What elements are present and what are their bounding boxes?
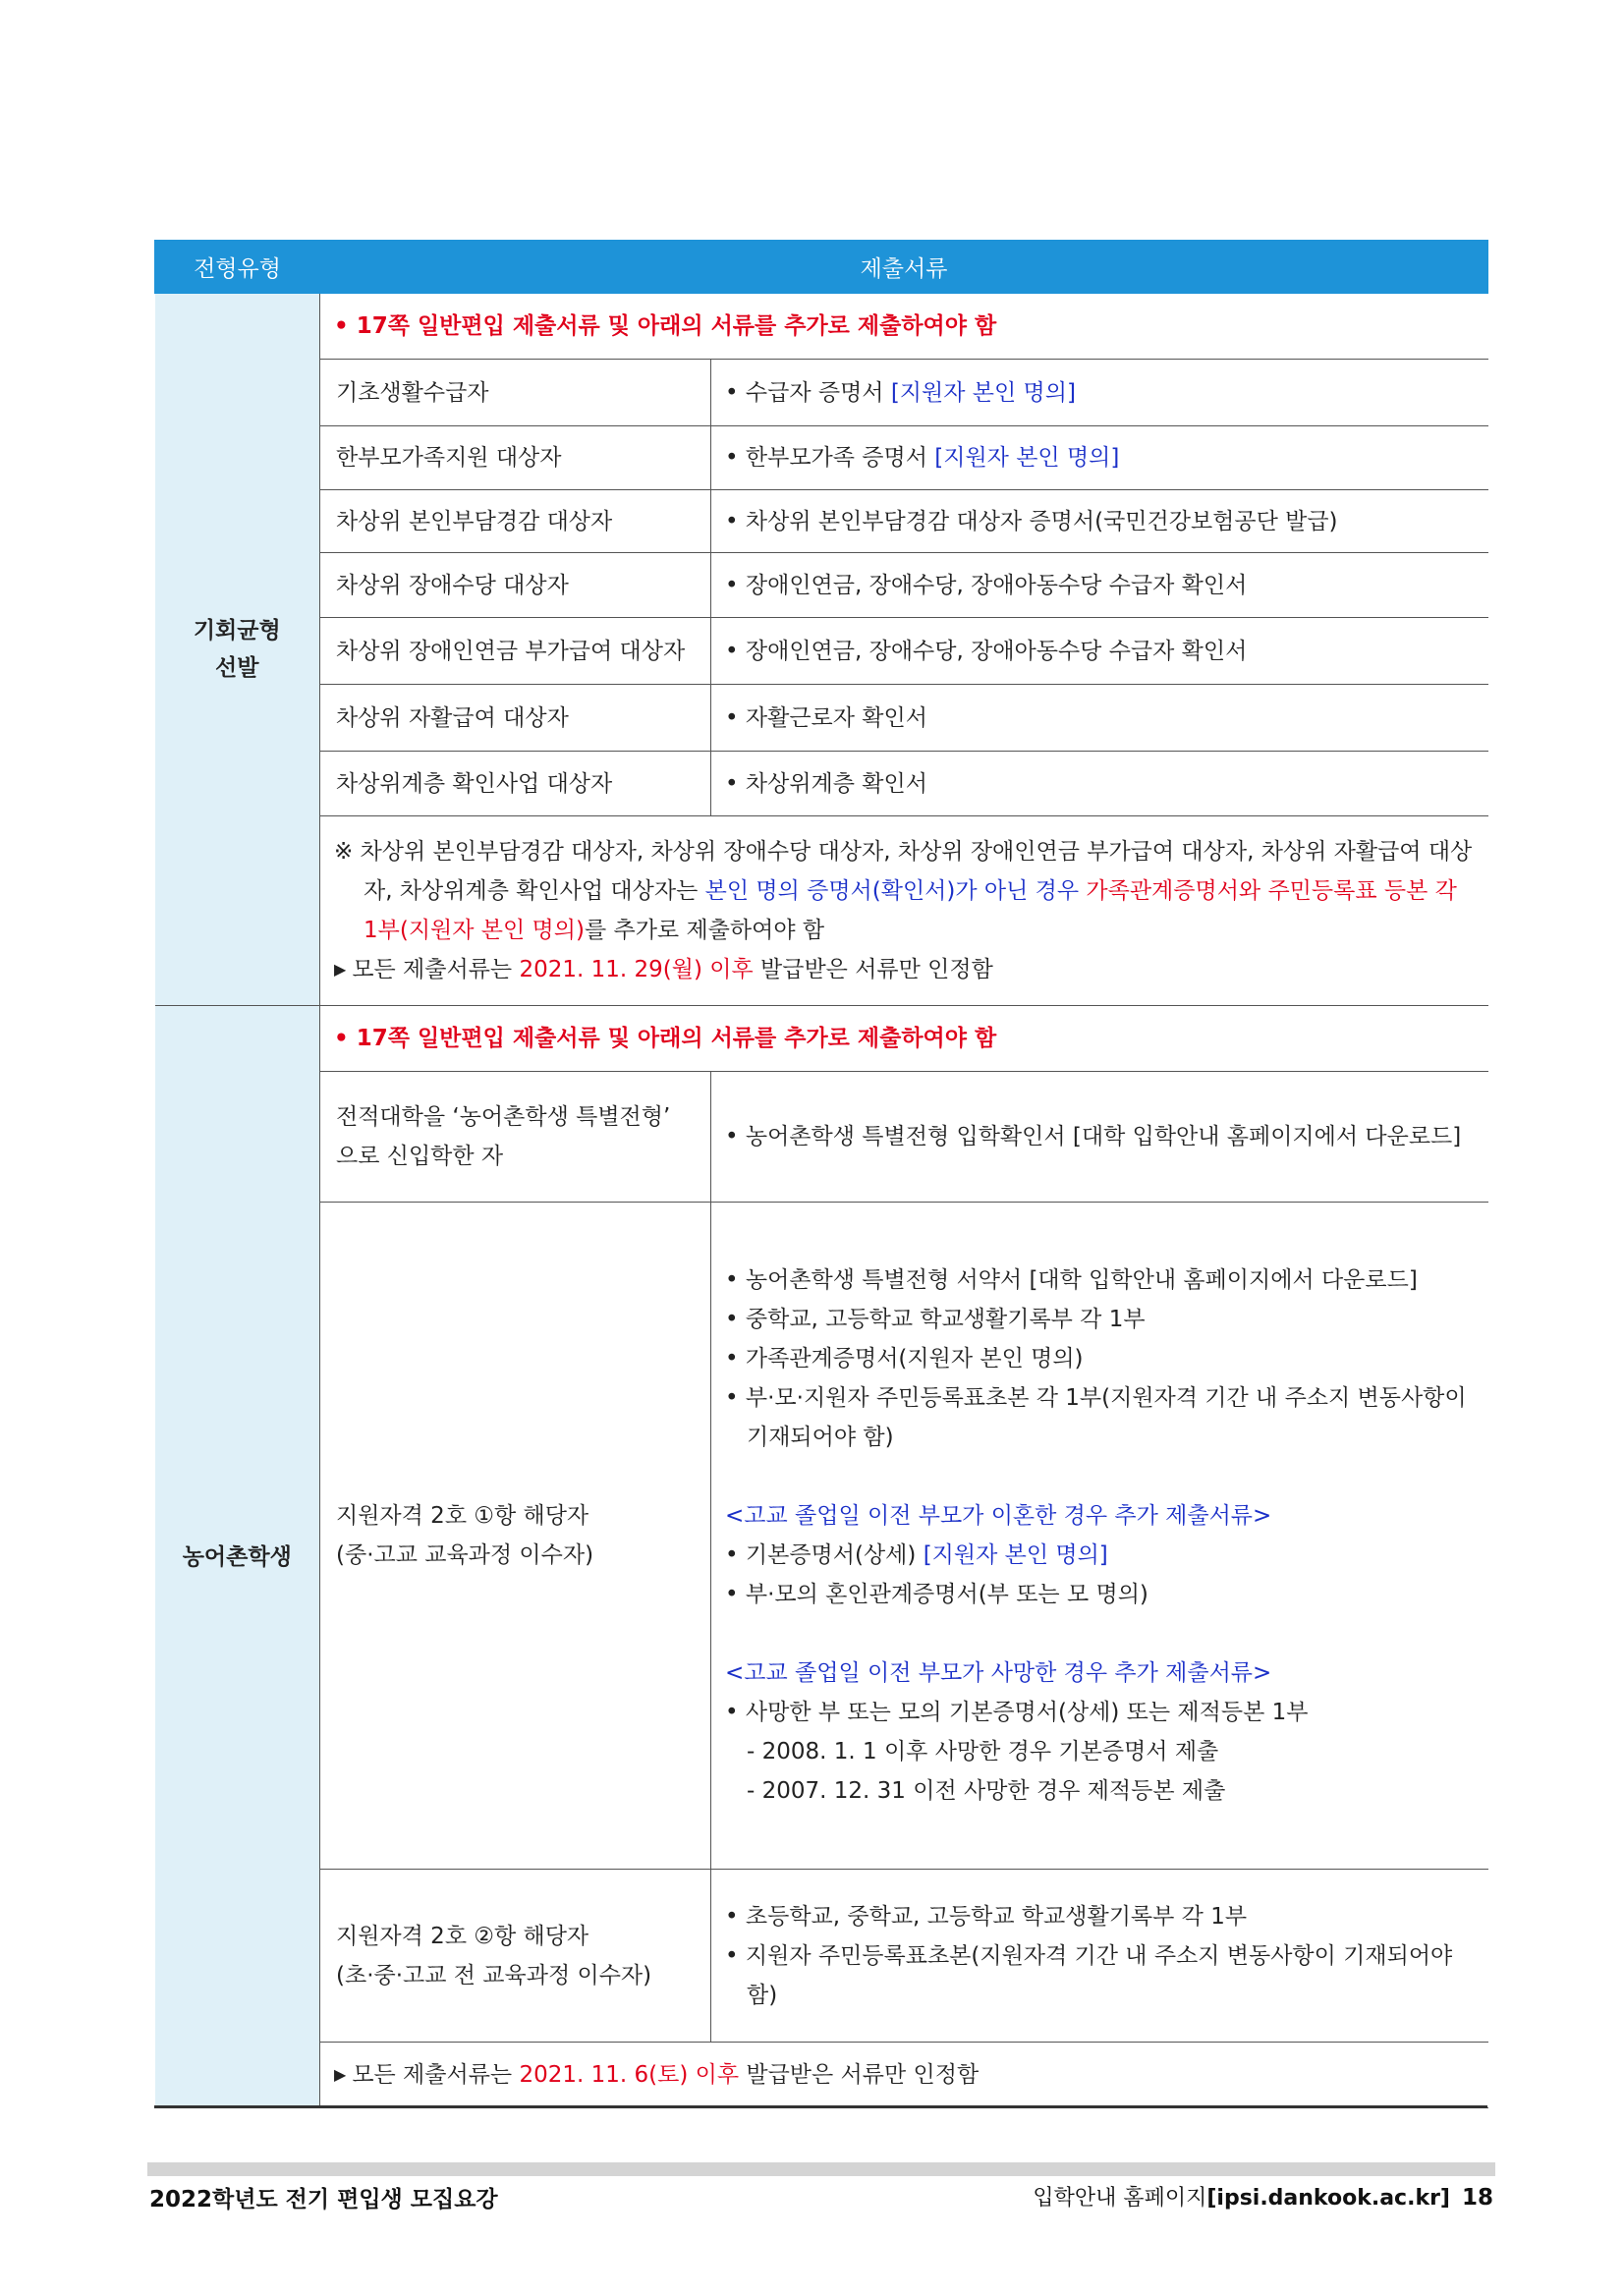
doc-item: • 초등학교, 중학교, 고등학교 학교생활기록부 각 1부: [725, 1903, 1248, 1930]
submission-table: [154, 240, 1488, 2108]
triangle-bullet-icon: ▶: [334, 2065, 347, 2084]
section2-intro: • 17쪽 일반편입 제출서류 및 아래의 서류를 추가로 제출하여야 함: [320, 1006, 1488, 1072]
table-row: [155, 360, 1488, 426]
doc-cell: • 차상위 본인부담경감 대상자 증명서(국민건강보험공단 발급): [711, 490, 1488, 553]
date-end: 발급받은 서류만 인정함: [739, 2062, 980, 2088]
condition-cell: [320, 1203, 711, 1870]
doc-cell: • 장애인연금, 장애수당, 장애아동수당 수급자 확인서: [711, 618, 1488, 685]
date-red: 2021. 11. 29(월) 이후: [519, 957, 754, 982]
doc-highlight: [지원자 본인 명의]: [923, 1542, 1108, 1568]
condition-cell: 차상위 장애수당 대상자: [320, 553, 711, 618]
doc-cell: • 차상위계층 확인서: [711, 752, 1488, 816]
footer-url: [ipsi.dankook.ac.kr]: [1206, 2186, 1450, 2211]
section1-date-note: [334, 950, 1475, 989]
condition-cell: 차상위 자활급여 대상자: [320, 685, 711, 752]
note-red: 가족관계증명서와 주민등록표 등본 각 1부(지원자 본인 명의): [364, 878, 1457, 943]
footer-info: [1033, 2181, 1493, 2212]
section2-date-note: [320, 2043, 1488, 2108]
doc-cell: [711, 1203, 1488, 1870]
note-blue: 본인 명의 증명서(확인서)가 아닌 경우: [704, 878, 1080, 904]
table-row: [155, 618, 1488, 685]
condition-cell: [320, 1870, 711, 2043]
doc-text: 부·모의 혼인관계증명서(부 또는 모 명의): [745, 1582, 1148, 1607]
doc-text: 초등학교, 중학교, 고등학교 학교생활기록부 각 1부: [745, 1903, 1248, 1930]
sub-heading: <고교 졸업일 이전 부모가 사망한 경우 추가 제출서류>: [725, 1660, 1272, 1686]
documents-table: [154, 240, 1487, 2108]
doc-text: 가족관계증명서(지원자 본인 명의): [745, 1346, 1084, 1372]
doc-text: 농어촌학생 특별전형 입학확인서 [대학 입학안내 홈페이지에서 다운로드]: [745, 1124, 1462, 1149]
footer-bar: [147, 2162, 1495, 2176]
date-text: 모든 제출서류는: [352, 2062, 520, 2088]
condition-cell: [320, 1072, 711, 1203]
cond-line1: 지원자격 2호 ②항 해당자: [336, 1923, 589, 1949]
doc-item: • 지원자 주민등록표초본(지원자격 기간 내 주소지 변동사항이 기재되어야 함): [725, 1942, 1453, 2008]
cond-line2: (중·고교 교육과정 이수자): [336, 1542, 594, 1568]
type-line1: 기회균형: [193, 618, 281, 644]
header-docs: 제출서류: [320, 241, 1488, 294]
doc-text: 자활근로자 확인서: [745, 704, 927, 731]
doc-text: 중학교, 고등학교 학교생활기록부 각 1부: [745, 1307, 1146, 1332]
doc-cell: • 장애인연금, 장애수당, 장애아동수당 수급자 확인서: [711, 553, 1488, 618]
doc-item: • 중학교, 고등학교 학교생활기록부 각 1부: [725, 1307, 1146, 1332]
date-text: 모든 제출서류는: [352, 957, 520, 982]
spacer: [725, 1614, 1475, 1653]
doc-item: • 농어촌학생 특별전형 입학확인서 [대학 입학안내 홈페이지에서 다운로드]: [725, 1124, 1462, 1149]
doc-highlight: [지원자 본인 명의]: [890, 379, 1076, 406]
doc-text: 장애인연금, 장애수당, 장애아동수당 수급자 확인서: [745, 638, 1248, 664]
condition-cell: 차상위 장애인연금 부가급여 대상자: [320, 618, 711, 685]
doc-cell: • 한부모가족 증명서 [지원자 본인 명의]: [711, 426, 1488, 490]
cond-line1: 지원자격 2호 ①항 해당자: [336, 1503, 589, 1529]
cond-line2: 으로 신입학한 자: [336, 1144, 504, 1169]
triangle-bullet-icon: ▶: [334, 960, 347, 979]
sub-item: - 2007. 12. 31 이전 사망한 경우 제적등본 제출: [747, 1778, 1226, 1804]
doc-item: • 부·모의 혼인관계증명서(부 또는 모 명의): [725, 1582, 1148, 1607]
date-end: 발급받은 서류만 인정함: [753, 957, 993, 982]
doc-highlight: [지원자 본인 명의]: [934, 445, 1120, 471]
date-red: 2021. 11. 6(토) 이후: [519, 2062, 740, 2088]
section1-note: [334, 832, 1475, 950]
sub-heading: <고교 졸업일 이전 부모가 이혼한 경우 추가 제출서류>: [725, 1503, 1272, 1529]
table-row: [155, 553, 1488, 618]
type-line2: 선발: [215, 655, 259, 681]
doc-cell: [711, 1072, 1488, 1203]
table-row: [155, 752, 1488, 816]
sub-item: - 2008. 1. 1 이후 사망한 경우 기본증명서 제출: [747, 1739, 1219, 1764]
note-end: 를 추가로 제출하여야 함: [584, 918, 825, 943]
page-number: 18: [1461, 2185, 1493, 2211]
cond-line1: 전적대학을 ‘농어촌학생 특별전형’: [336, 1104, 671, 1130]
condition-cell: 차상위계층 확인사업 대상자: [320, 752, 711, 816]
table-row: [155, 1203, 1488, 1870]
doc-text: 한부모가족 증명서: [745, 445, 935, 471]
doc-text: 차상위계층 확인서: [745, 770, 927, 797]
section1-intro: • 17쪽 일반편입 제출서류 및 아래의 서류를 추가로 제출하여야 함: [320, 294, 1488, 360]
table-header: [155, 241, 1488, 294]
doc-cell: • 자활근로자 확인서: [711, 685, 1488, 752]
doc-cell: • 수급자 증명서 [지원자 본인 명의]: [711, 360, 1488, 426]
cond-line2: (초·중·고교 전 교육과정 이수자): [336, 1962, 652, 1988]
doc-item: • 부·모·지원자 주민등록표초본 각 1부(지원자격 기간 내 주소지 변동사항이 기재되어야 함): [725, 1385, 1467, 1450]
footer-title: 2022학년도 전기 편입생 모집요강: [149, 2187, 498, 2212]
footer-homepage-label: 입학안내 홈페이지: [1033, 2186, 1207, 2211]
table-row: [155, 685, 1488, 752]
doc-text: 사망한 부 또는 모의 기본증명서(상세) 또는 제적등본 1부: [745, 1700, 1309, 1725]
doc-text: 지원자 주민등록표초본(지원자격 기간 내 주소지 변동사항이 기재되어야 함): [745, 1942, 1453, 2008]
header-type: 전형유형: [155, 241, 320, 294]
doc-text: 농어촌학생 특별전형 서약서 [대학 입학안내 홈페이지에서 다운로드]: [745, 1267, 1418, 1293]
table-row: [155, 1072, 1488, 1203]
doc-item: • 가족관계증명서(지원자 본인 명의): [725, 1346, 1084, 1372]
doc-text: 차상위 본인부담경감 대상자 증명서(국민건강보험공단 발급): [745, 508, 1338, 534]
doc-cell: [711, 1870, 1488, 2043]
type-rural-student: 농어촌학생: [155, 1006, 320, 2108]
note-text: ※ 차상위 본인부담경감 대상자, 차상위 장애수당 대상자, 차상위 장애인연금 부가급여 대상자, 차상위 자활급여 대상자, 차상위계층 확인사업 대상자는: [334, 839, 1473, 904]
table-row: [155, 1870, 1488, 2043]
condition-cell: 한부모가족지원 대상자: [320, 426, 711, 490]
table-row: [155, 490, 1488, 553]
doc-text: 장애인연금, 장애수당, 장애아동수당 수급자 확인서: [745, 572, 1248, 598]
type-opportunity-balance: [155, 294, 320, 1006]
doc-item: • 사망한 부 또는 모의 기본증명서(상세) 또는 제적등본 1부: [725, 1700, 1309, 1725]
spacer: [725, 1457, 1475, 1496]
table-row: [155, 426, 1488, 490]
section1-notes: [320, 816, 1488, 1006]
doc-text: 수급자 증명서: [745, 379, 891, 406]
doc-text: 기본증명서(상세): [745, 1542, 924, 1568]
doc-text: 부·모·지원자 주민등록표초본 각 1부(지원자격 기간 내 주소지 변동사항이 기재되어야 함): [745, 1385, 1467, 1450]
condition-cell: 기초생활수급자: [320, 360, 711, 426]
condition-cell: 차상위 본인부담경감 대상자: [320, 490, 711, 553]
doc-item: • 기본증명서(상세) [지원자 본인 명의]: [725, 1542, 1108, 1568]
doc-item: • 농어촌학생 특별전형 서약서 [대학 입학안내 홈페이지에서 다운로드]: [725, 1267, 1418, 1293]
table-bottom-rule: [154, 2105, 1487, 2108]
